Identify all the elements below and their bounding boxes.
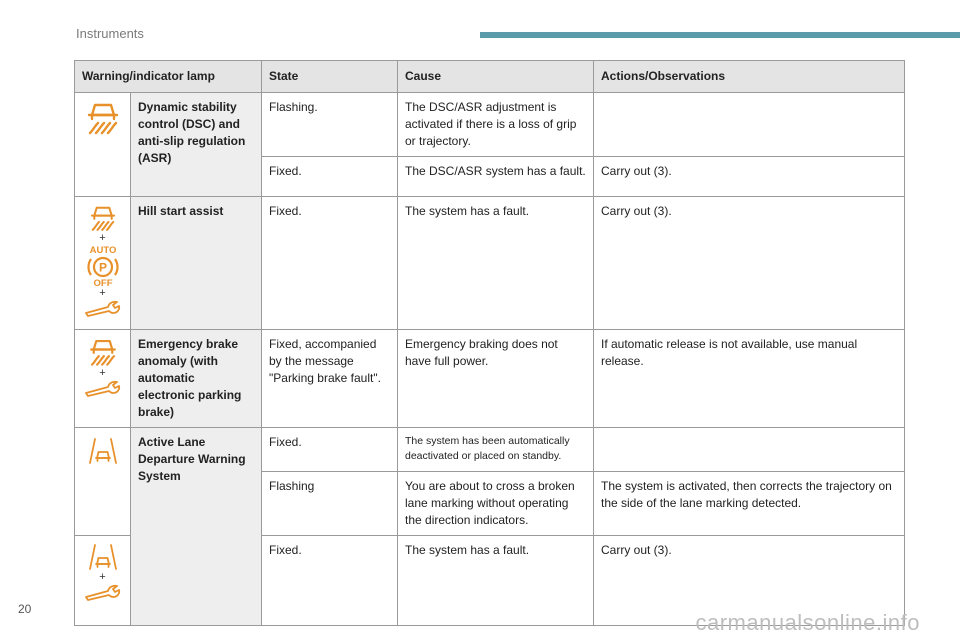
state-cell: Fixed.: [262, 197, 398, 330]
cause-cell: Emergency braking does not have full power.: [398, 330, 594, 428]
header-accent-bar: [480, 32, 960, 38]
state-cell: Fixed.: [262, 428, 398, 472]
action-cell: Carry out (3).: [594, 197, 905, 330]
dsc-lamp-icon: [88, 203, 118, 233]
dsc-lamp-icon: [86, 99, 120, 137]
lamp-icon-cell: [75, 197, 131, 330]
auto-park-brake-off-icon: [83, 244, 123, 288]
state-cell: Flashing: [262, 472, 398, 536]
dsc-lamp-icon: [88, 336, 118, 368]
watermark: carmanualsonline.info: [695, 610, 920, 635]
table-row: [75, 330, 905, 428]
plus-sign: +: [99, 232, 106, 244]
page-number: 20: [18, 602, 32, 616]
auto-text: AUTO: [89, 245, 116, 256]
p-text: P: [98, 260, 107, 275]
table-row: [75, 197, 905, 330]
header-cause: Cause: [398, 61, 594, 93]
service-wrench-icon: [84, 299, 122, 317]
lamp-name-emergency-brake: Emergency brake anomaly (with automatic electronic parking brake): [131, 330, 262, 428]
plus-sign: +: [99, 367, 106, 379]
action-cell: Carry out (3).: [594, 536, 905, 626]
cause-cell: The system has a fault.: [398, 536, 594, 626]
action-cell: If automatic release is not available, use manual release.: [594, 330, 905, 428]
state-cell: Fixed.: [262, 536, 398, 626]
action-cell: Carry out (3).: [594, 157, 905, 197]
lamp-icon-cell: [75, 93, 131, 197]
action-cell: [594, 428, 905, 472]
action-cell: [594, 93, 905, 157]
table-row: [75, 428, 905, 472]
warning-lamps-table: [74, 60, 905, 626]
off-text: OFF: [93, 278, 112, 288]
cause-cell: The system has been automatically deactivated or placed on standby.: [398, 428, 594, 472]
header-actions: Actions/Observations: [594, 61, 905, 93]
lane-departure-icon: [87, 542, 119, 572]
lamp-icon-cell: [75, 428, 131, 536]
lamp-icon-cell: [75, 536, 131, 626]
action-cell: The system is activated, then corrects the trajectory on the side of the lane marking detected.: [594, 472, 905, 536]
lamp-name-dsc: Dynamic stability control (DSC) and anti-slip regulation (ASR): [131, 93, 262, 197]
header-state: State: [262, 61, 398, 93]
table-row: [75, 93, 905, 157]
plus-sign: +: [99, 571, 106, 583]
lamp-name-lane-departure: Active Lane Departure Warning System: [131, 428, 262, 626]
table-header-row: [75, 61, 905, 93]
cause-cell: You are about to cross a broken lane marking without operating the direction indicators.: [398, 472, 594, 536]
state-cell: Fixed, accompanied by the message "Parking brake fault".: [262, 330, 398, 428]
state-cell: Fixed.: [262, 157, 398, 197]
cause-cell: The DSC/ASR adjustment is activated if there is a loss of grip or trajectory.: [398, 93, 594, 157]
header-lamp: Warning/indicator lamp: [75, 61, 262, 93]
cause-cell: The system has a fault.: [398, 197, 594, 330]
lane-departure-icon: [87, 436, 119, 466]
lamp-icon-cell: [75, 330, 131, 428]
section-title: Instruments: [76, 26, 144, 41]
cause-cell: The DSC/ASR system has a fault.: [398, 157, 594, 197]
service-wrench-icon: [84, 379, 122, 397]
state-cell: Flashing.: [262, 93, 398, 157]
lamp-name-hill-start: Hill start assist: [131, 197, 262, 330]
plus-sign: +: [99, 287, 106, 299]
service-wrench-icon: [84, 583, 122, 601]
